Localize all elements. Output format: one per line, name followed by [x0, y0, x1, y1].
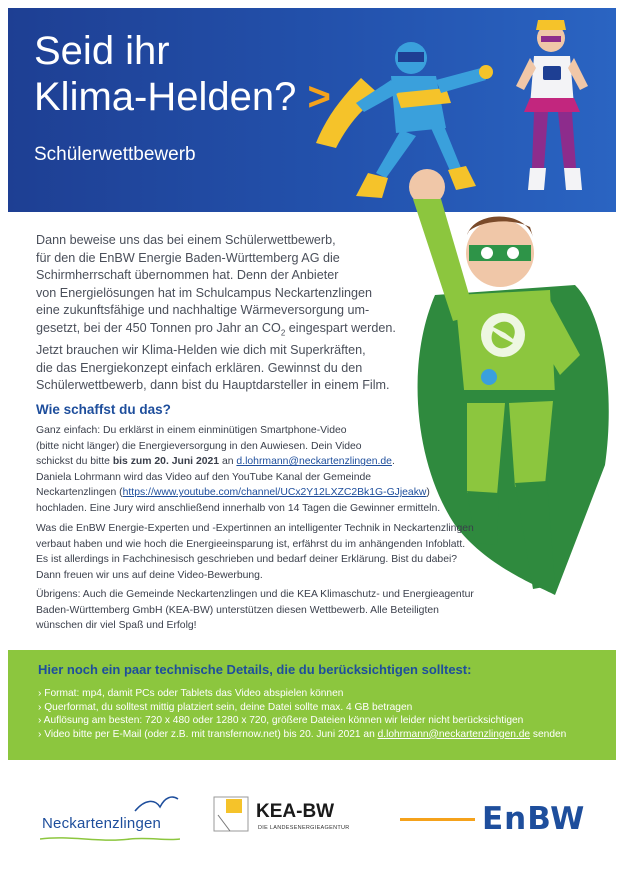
- details-list: [38, 687, 616, 741]
- section-heading: Wie schaffst du das?: [36, 402, 171, 417]
- details-email-link[interactable]: d.lohrmann@neckartenzlingen.de: [377, 728, 531, 740]
- list-item: › Format: mp4, damit PCs oder Tablets das Video abspielen können: [38, 688, 344, 699]
- bird-icon: [130, 793, 180, 815]
- enbw-orange-line: [400, 818, 475, 821]
- hero-title-line2: Klima-Helden? >: [34, 75, 331, 119]
- wave-icon: [40, 835, 180, 843]
- chevron-right-icon: >: [307, 75, 331, 119]
- youtube-link[interactable]: https://www.youtube.com/channel/UCx2Y12LXZC2Bk1G-GJjeakw: [122, 487, 427, 499]
- intro-paragraph: Dann beweise uns das bei einem Schülerwettbewerb, für den die EnBW Energie Baden-Württemberg AG die Schirmherrschaft übernommen hat. Denn der Anbieter von Energielösungen hat im Schulcampus Neckartenzlingen eine zukunftsfähige und nachhaltige Wärmeversorgung um- gesetzt, bei der 450 Tonnen pro Jahr an $CO_2$ eingespart werden. Jetzt brauchen wir Klima-Helden wie dich mit Superkräften, die das Energiekonzept einfach erklären. Gewinnst du den Schülerwettbewerb, dann bist du Hauptdarsteller in einem Film.: [36, 233, 396, 393]
- details-title: Hier noch ein paar technische Details, die du berücksichtigen solltest:: [38, 662, 472, 677]
- instructions-paragraph: Ganz einfach: Du erklärst in einem einminütigen Smartphone-Video (bitte nicht länger) die Energieversorgung in den Auwiesen. Dein Video schickst du bitte bis zum 20. Juni 2021 an d.lohrmann@neckartenzlingen.de. Daniela Lohrmann wird das Video auf den YouTube Kanal der Gemeinde Neckartenzlingen (https://www.youtube.com/channel/UCx2Y12LXZC2Bk1G-GJjeakw) hochladen. Eine Jury wird anschließend innerhalb von 14 Tagen die Gewinner ermitteln.: [36, 425, 441, 514]
- list-item: › Video bitte per E-Mail (oder z.B. mit transfernow.net) bis 20. Juni 2021 an d.lohrmann@neckartenzlingen.de senden: [38, 728, 567, 740]
- enbw-logo: EnBW: [400, 799, 600, 839]
- hero-title-line1: Seid ihr: [34, 29, 170, 73]
- supporters-paragraph: Übrigens: Auch die Gemeinde Neckartenzlingen und die KEA Klimaschutz- und Energieagentur Baden-Württemberg GmbH (KEA-BW) unterstützen diesen Wettbewerb. Alle Beteiligten wünschen dir viel Spaß und Erfolg!: [36, 589, 474, 632]
- email-link[interactable]: d.lohrmann@neckartenzlingen.de: [236, 456, 392, 468]
- sponsor-logos: [0, 785, 625, 855]
- kea-bw-logo: KEA-BW DIE LANDESENERGIEAGENTUR: [212, 795, 362, 845]
- neckartenzlingen-logo: Neckartenzlingen: [30, 793, 190, 843]
- kea-emblem-icon: [212, 795, 252, 835]
- hero-subtitle: Schülerwettbewerb: [34, 144, 196, 165]
- experts-paragraph: Was die EnBW Energie-Experten und -Expertinnen an intelligenter Technik in Neckartenzlingen verbaut haben und wie hoch die Energieeinsparung ist, erfährst du im anhängenden Infoblatt. Es ist allerdings in Fachchinesisch geschrieben und bedarf deiner Erklärung. Bist du dabei? Dann freuen wir uns auf deine Video-Bewerbung.: [36, 523, 474, 581]
- technical-details-box: [8, 650, 616, 760]
- list-item: › Auflösung am besten: 720 x 480 oder 1280 x 720, größere Dateien können wir leider nicht berücksichtigen: [38, 715, 524, 726]
- list-item: › Querformat, du solltest mittig platziert sein, deine Datei sollte max. 4 GB betragen: [38, 701, 413, 713]
